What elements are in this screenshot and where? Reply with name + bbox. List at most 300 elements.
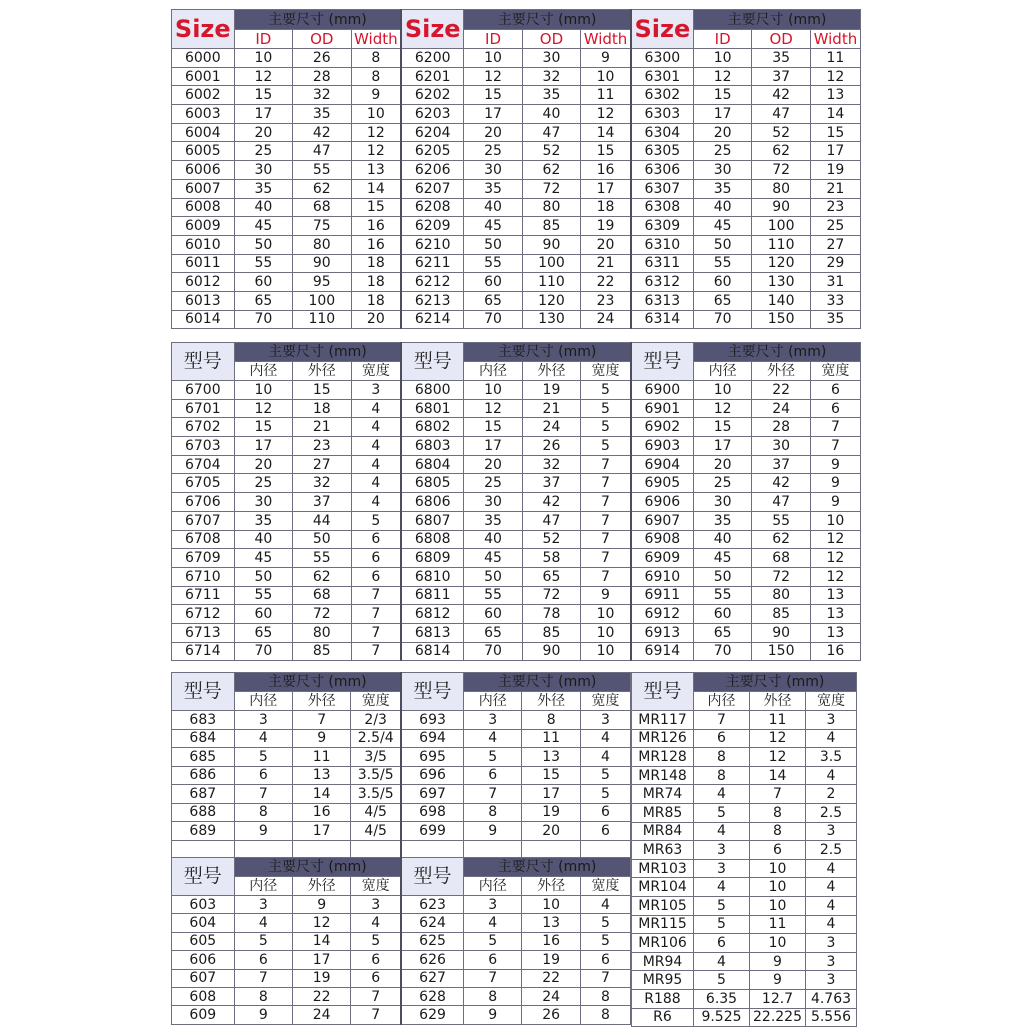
dimension-cell: 4	[351, 455, 401, 474]
dimension-cell: 5	[580, 766, 630, 785]
dimension-cell: 55	[293, 161, 351, 180]
dimension-cell: 90	[293, 254, 351, 273]
column-header: 外径	[293, 362, 351, 381]
dimension-cell: 6	[694, 934, 750, 953]
dimension-cell: 12	[693, 399, 751, 418]
dimension-cell: 90	[752, 198, 810, 217]
dimension-cell: 6	[464, 766, 522, 785]
dimension-cell: 7	[810, 418, 860, 437]
table-row	[172, 711, 631, 730]
dimension-cell: 40	[693, 198, 751, 217]
model-cell: MR117	[632, 711, 694, 730]
model-cell: 607	[172, 969, 235, 987]
dimension-cell: 68	[752, 549, 810, 568]
dimension-cell: 110	[752, 235, 810, 254]
model-cell: MR94	[632, 952, 694, 971]
dimension-cell: 11	[581, 86, 631, 105]
dimension-cell: 55	[693, 254, 751, 273]
dimension-cell: 80	[522, 198, 580, 217]
table-row	[632, 896, 857, 915]
model-cell: 687	[172, 785, 235, 804]
dimension-cell: 9	[464, 1006, 522, 1024]
model-label: Size	[401, 10, 464, 49]
dimension-cell: 32	[293, 474, 351, 493]
model-cell: 6304	[631, 123, 694, 142]
dimension-cell: 6	[464, 951, 522, 969]
dimension-cell: 6	[351, 969, 401, 987]
dimension-cell: 50	[293, 530, 351, 549]
dimension-cell: 60	[464, 605, 522, 624]
dimension-cell: 72	[522, 586, 580, 605]
dimension-cell: 17	[464, 437, 522, 456]
dimension-cell: 55	[752, 511, 810, 530]
empty-cell	[401, 840, 464, 858]
model-cell: 6803	[401, 437, 464, 456]
model-cell: 6902	[631, 418, 694, 437]
column-header: 内径	[234, 362, 292, 381]
dimension-cell: 10	[581, 605, 631, 624]
dimension-cell: 35	[234, 179, 292, 198]
dimension-cell: 45	[693, 217, 751, 236]
dimension-cell: 90	[752, 623, 810, 642]
dimension-cell: 10	[750, 878, 806, 897]
table-row	[172, 748, 631, 767]
dimension-cell: 5	[580, 932, 630, 950]
model-cell: 6813	[401, 623, 464, 642]
dimension-cell: 22	[752, 381, 810, 400]
dimension-cell: 30	[234, 493, 292, 512]
model-cell: 6200	[401, 49, 464, 68]
dimension-cell: 7	[694, 711, 750, 730]
dimension-cell: 78	[522, 605, 580, 624]
main-dimension-header: 主要尺寸 (mm)	[464, 10, 631, 30]
dimension-cell: 85	[522, 217, 580, 236]
table-row	[172, 785, 631, 804]
dimension-cell: 7	[750, 785, 806, 804]
dimension-cell: 11	[522, 729, 580, 748]
dimension-cell: 4	[580, 748, 630, 767]
model-cell: 6010	[172, 235, 235, 254]
dimension-cell: 95	[293, 273, 351, 292]
dimension-cell: 7	[464, 785, 522, 804]
dimension-cell: 8	[351, 67, 401, 86]
dimension-cell: 19	[522, 951, 580, 969]
model-cell: 6909	[631, 549, 694, 568]
column-header: ID	[693, 30, 751, 49]
dimension-cell: 20	[464, 455, 522, 474]
column-header: 内径	[464, 692, 522, 711]
dimension-cell: 3.5	[806, 748, 857, 767]
dimension-cell: 4	[580, 729, 630, 748]
dimension-cell: 12	[810, 67, 860, 86]
dimension-cell: 11	[750, 915, 806, 934]
dimension-cell: 4	[351, 493, 401, 512]
model-cell: 626	[401, 951, 464, 969]
dimension-cell: 50	[693, 235, 751, 254]
dimension-cell: 9.525	[694, 1008, 750, 1027]
model-cell: 6301	[631, 67, 694, 86]
dimension-cell: 11	[750, 711, 806, 730]
dimension-cell: 6	[810, 381, 860, 400]
model-cell: 6708	[172, 530, 235, 549]
dimension-cell: 12	[234, 399, 292, 418]
dimension-cell: 16	[581, 161, 631, 180]
dimension-cell: 65	[234, 291, 292, 310]
main-dimension-header: 主要尺寸 (mm)	[234, 343, 401, 362]
dimension-cell: 25	[693, 142, 751, 161]
dimension-cell: 7	[351, 1006, 401, 1024]
dimension-cell: 3	[806, 822, 857, 841]
dimension-cell: 7	[234, 785, 292, 804]
model-cell: 6703	[172, 437, 235, 456]
dimension-cell: 31	[810, 273, 860, 292]
model-label: 型号	[401, 673, 464, 711]
dimension-cell: 24	[522, 987, 580, 1005]
model-cell: 6209	[401, 217, 464, 236]
model-cell: 6210	[401, 235, 464, 254]
dimension-cell: 27	[810, 235, 860, 254]
dimension-cell: 22	[581, 273, 631, 292]
dimension-cell: 3	[464, 711, 522, 730]
model-cell: 699	[401, 822, 464, 841]
model-label: 型号	[632, 673, 694, 711]
model-cell: MR104	[632, 878, 694, 897]
dimension-cell: 6	[351, 549, 401, 568]
dimension-cell: 4	[234, 729, 292, 748]
dimension-cell: 9	[292, 896, 350, 914]
dimension-cell: 62	[293, 567, 351, 586]
table-row	[172, 729, 631, 748]
dimension-cell: 17	[292, 951, 350, 969]
dimension-cell: 10	[581, 642, 631, 661]
dimension-cell: 50	[693, 567, 751, 586]
dimension-cell: 17	[292, 822, 350, 841]
table-row	[172, 291, 861, 310]
model-cell: MR115	[632, 915, 694, 934]
table-row	[632, 729, 857, 748]
model-cell: 6314	[631, 310, 694, 329]
dimension-cell: 90	[522, 235, 580, 254]
main-dimension-header: 主要尺寸 (mm)	[693, 10, 860, 30]
dimension-cell: 60	[693, 273, 751, 292]
dimension-cell: 35	[464, 179, 522, 198]
dimension-cell: 5	[694, 971, 750, 990]
dimension-cell: 10	[810, 511, 860, 530]
dimension-cell: 4	[694, 785, 750, 804]
dimension-cell: 65	[464, 291, 522, 310]
dimension-cell: 4	[351, 437, 401, 456]
dimension-cell: 14	[292, 932, 350, 950]
model-cell: 6303	[631, 105, 694, 124]
dimension-cell: 10	[750, 934, 806, 953]
dimension-cell: 33	[810, 291, 860, 310]
dimension-cell: 15	[581, 142, 631, 161]
model-cell: 6908	[631, 530, 694, 549]
dimension-cell: 8	[234, 803, 292, 822]
dimension-cell: 14	[581, 123, 631, 142]
dimension-cell: 30	[234, 161, 292, 180]
dimension-cell: 7	[351, 605, 401, 624]
dimension-cell: 32	[522, 455, 580, 474]
dimension-cell: 45	[234, 217, 292, 236]
model-cell: 6709	[172, 549, 235, 568]
dimension-cell: 60	[464, 273, 522, 292]
main-dimension-header: 主要尺寸 (mm)	[464, 858, 631, 877]
dimension-cell: 20	[693, 123, 751, 142]
dimension-cell: 10	[581, 67, 631, 86]
dimension-cell: 19	[522, 381, 580, 400]
model-cell: 695	[401, 748, 464, 767]
dimension-cell: 21	[522, 399, 580, 418]
table-row	[172, 896, 631, 914]
dimension-cell: 21	[293, 418, 351, 437]
dimension-cell: 120	[752, 254, 810, 273]
column-header: OD	[522, 30, 580, 49]
dimension-cell: 47	[293, 142, 351, 161]
dimension-cell: 50	[234, 235, 292, 254]
main-dimension-header: 主要尺寸 (mm)	[234, 858, 401, 877]
model-cell: 628	[401, 987, 464, 1005]
dimension-cell: 25	[464, 142, 522, 161]
model-cell: 6204	[401, 123, 464, 142]
dimension-cell: 28	[293, 67, 351, 86]
dimension-cell: 12.7	[750, 989, 806, 1008]
dimension-cell: 2.5	[806, 841, 857, 860]
dimension-cell: 30	[522, 49, 580, 68]
dimension-cell: 80	[293, 623, 351, 642]
dimension-cell: 18	[351, 291, 401, 310]
dimension-cell: 32	[522, 67, 580, 86]
dimension-cell: 7	[810, 437, 860, 456]
dimension-cell: 24	[292, 1006, 350, 1024]
main-dimension-header: 主要尺寸 (mm)	[464, 343, 631, 362]
dimension-cell: 55	[464, 254, 522, 273]
model-cell: 6806	[401, 493, 464, 512]
dimension-cell: 7	[580, 969, 630, 987]
table-row	[632, 803, 857, 822]
table-row	[632, 766, 857, 785]
column-header: 内径	[234, 692, 292, 711]
dimension-cell: 40	[234, 530, 292, 549]
model-cell: 6912	[631, 605, 694, 624]
dimension-cell: 13	[351, 161, 401, 180]
column-header: 宽度	[351, 692, 401, 711]
dimension-cell: 11	[292, 748, 350, 767]
column-header: 宽度	[580, 692, 630, 711]
model-label: 型号	[401, 858, 464, 896]
dimension-cell: 80	[752, 586, 810, 605]
column-header: 外径	[522, 692, 580, 711]
model-cell: 6808	[401, 530, 464, 549]
column-header: ID	[234, 30, 292, 49]
model-cell: 6900	[631, 381, 694, 400]
dimension-cell: 23	[293, 437, 351, 456]
column-header: 内径	[693, 362, 751, 381]
dimension-cell: 3	[806, 934, 857, 953]
dimension-cell: 62	[752, 142, 810, 161]
dimension-cell: 10	[693, 49, 751, 68]
dimension-cell: 12	[351, 142, 401, 161]
dimension-cell: 27	[293, 455, 351, 474]
dimension-cell: 6	[580, 803, 630, 822]
dimension-cell: 10	[351, 105, 401, 124]
table-row	[172, 642, 861, 661]
column-header: 外径	[292, 692, 350, 711]
model-cell: 6807	[401, 511, 464, 530]
dimension-cell: 4	[351, 474, 401, 493]
model-cell: 6802	[401, 418, 464, 437]
dimension-cell: 9	[464, 822, 522, 841]
dimension-cell: 5	[694, 915, 750, 934]
main-dimension-header: 主要尺寸 (mm)	[464, 673, 631, 692]
dimension-cell: 44	[293, 511, 351, 530]
dimension-cell: 45	[464, 217, 522, 236]
dimension-cell: 5	[581, 437, 631, 456]
table-row	[172, 822, 631, 841]
dimension-cell: 55	[234, 254, 292, 273]
dimension-cell: 7	[464, 969, 522, 987]
dimension-cell: 29	[810, 254, 860, 273]
empty-cell	[292, 840, 350, 858]
dimension-cell: 10	[750, 896, 806, 915]
dimension-cell: 25	[693, 474, 751, 493]
table-row	[172, 273, 861, 292]
dimension-cell: 10	[522, 896, 580, 914]
model-cell: 629	[401, 1006, 464, 1024]
empty-cell	[580, 840, 630, 858]
dimension-cell: 9	[810, 474, 860, 493]
dimension-cell: 3	[351, 896, 401, 914]
dimension-cell: 8	[694, 766, 750, 785]
dimension-cell: 26	[522, 1006, 580, 1024]
dimension-cell: 37	[293, 493, 351, 512]
dimension-cell: 12	[693, 67, 751, 86]
dimension-cell: 18	[581, 198, 631, 217]
table-row	[172, 914, 631, 932]
model-cell: 6003	[172, 105, 235, 124]
dimension-cell: 10	[464, 49, 522, 68]
column-header: Width	[810, 30, 860, 49]
dimension-cell: 140	[752, 291, 810, 310]
column-header: 宽度	[351, 362, 401, 381]
model-cell: MR85	[632, 803, 694, 822]
model-cell: 693	[401, 711, 464, 730]
dimension-cell: 15	[234, 86, 292, 105]
dimension-cell: 15	[464, 418, 522, 437]
dimension-cell: 47	[752, 493, 810, 512]
table-row	[172, 511, 861, 530]
dimension-cell: 50	[234, 567, 292, 586]
dimension-cell: 5.556	[806, 1008, 857, 1027]
dimension-cell: 5	[351, 932, 401, 950]
column-header: 外径	[750, 692, 806, 711]
model-cell: MR128	[632, 748, 694, 767]
dimension-cell: 32	[293, 86, 351, 105]
dimension-cell: 17	[464, 105, 522, 124]
dimension-cell: 42	[522, 493, 580, 512]
dimension-cell: 6	[351, 951, 401, 969]
model-cell: 694	[401, 729, 464, 748]
dimension-cell: 4	[694, 878, 750, 897]
model-cell: 6211	[401, 254, 464, 273]
model-cell: 6710	[172, 567, 235, 586]
model-cell: 6214	[401, 310, 464, 329]
dimension-cell: 8	[580, 987, 630, 1005]
model-cell: 624	[401, 914, 464, 932]
table-row	[632, 952, 857, 971]
model-cell: 6312	[631, 273, 694, 292]
dimension-cell: 20	[522, 822, 580, 841]
model-cell: 6801	[401, 399, 464, 418]
model-cell: 6308	[631, 198, 694, 217]
model-cell: 6201	[401, 67, 464, 86]
table-row	[172, 766, 631, 785]
dimension-cell: 8	[351, 49, 401, 68]
table-row	[632, 934, 857, 953]
model-label: 型号	[172, 858, 235, 896]
dimension-cell: 17	[693, 437, 751, 456]
table-row	[632, 748, 857, 767]
dimension-cell: 8	[694, 748, 750, 767]
dimension-cell: 150	[752, 310, 810, 329]
model-label: 型号	[172, 343, 235, 381]
model-cell: 6005	[172, 142, 235, 161]
dimension-cell: 37	[752, 67, 810, 86]
model-cell: 6907	[631, 511, 694, 530]
table-row	[632, 711, 857, 730]
dimension-cell: 35	[464, 511, 522, 530]
model-cell: 6212	[401, 273, 464, 292]
dimension-cell: 55	[293, 549, 351, 568]
dimension-cell: 3	[580, 711, 630, 730]
table-row	[172, 623, 861, 642]
model-cell: 6002	[172, 86, 235, 105]
dimension-cell: 4	[234, 914, 292, 932]
table-row	[172, 418, 861, 437]
dimension-cell: 3/5	[351, 748, 401, 767]
dimension-cell: 14	[351, 179, 401, 198]
dimension-cell: 100	[522, 254, 580, 273]
dimension-cell: 18	[351, 254, 401, 273]
dimension-cell: 100	[293, 291, 351, 310]
dimension-cell: 12	[810, 549, 860, 568]
dimension-cell: 12	[234, 67, 292, 86]
dimension-cell: 40	[522, 105, 580, 124]
dimension-cell: 8	[464, 987, 522, 1005]
dimension-cell: 16	[351, 235, 401, 254]
column-header: ID	[464, 30, 522, 49]
model-cell: 684	[172, 729, 235, 748]
dimension-cell: 13	[522, 914, 580, 932]
model-cell: 6713	[172, 623, 235, 642]
table-row	[172, 567, 861, 586]
dimension-cell: 12	[810, 530, 860, 549]
dimension-cell: 4	[806, 859, 857, 878]
dimension-cell: 35	[522, 86, 580, 105]
dimension-cell: 90	[522, 642, 580, 661]
dimension-cell: 9	[581, 49, 631, 68]
empty-cell	[172, 840, 235, 858]
dimension-cell: 10	[750, 859, 806, 878]
dimension-cell: 4	[580, 896, 630, 914]
dimension-cell: 14	[292, 785, 350, 804]
model-cell: 6207	[401, 179, 464, 198]
dimension-cell: 37	[752, 455, 810, 474]
dimension-cell: 2/3	[351, 711, 401, 730]
model-cell: 6004	[172, 123, 235, 142]
model-cell: 603	[172, 896, 235, 914]
dimension-cell: 4	[694, 952, 750, 971]
